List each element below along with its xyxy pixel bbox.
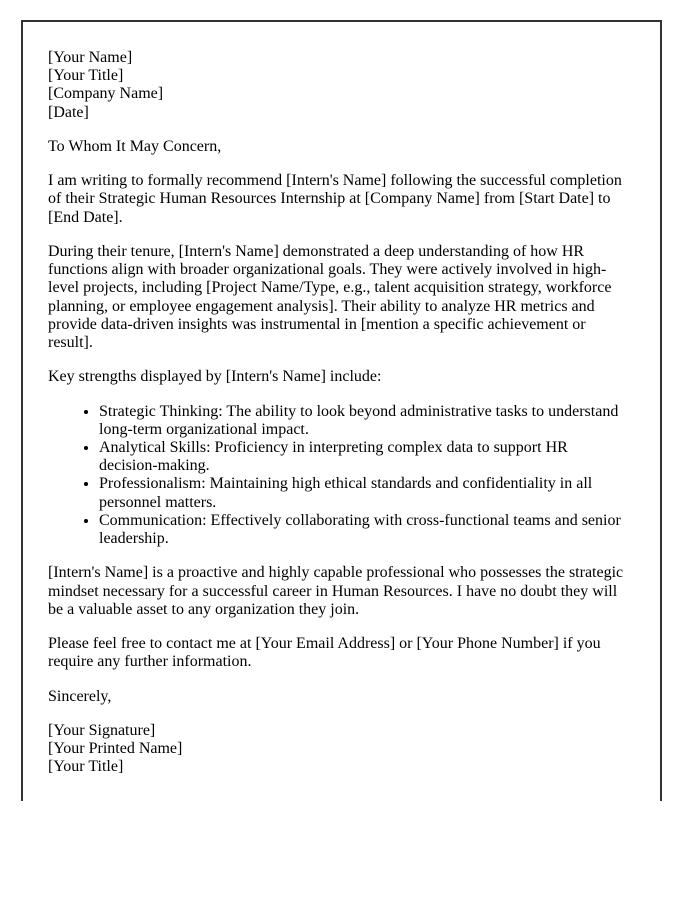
- strength-item-analytical-skills: • Analytical Skills: Proficiency in interpreting complex data to support HR decision-making.: [99, 439, 630, 475]
- sender-title: [Your Title]: [48, 67, 124, 85]
- strengths-intro: Key strengths displayed by [Intern's Name] include:: [48, 368, 382, 386]
- summary-paragraph: [Intern's Name] is a proactive and highly capable professional who possesses the strategic mindset necessary for a successful career in Human Resources. I have no doubt they will be a valuable asset to any organization they join.: [48, 564, 624, 618]
- contact-paragraph: Please feel free to contact me at [Your Email Address] or [Your Phone Number] if you require any further information.: [48, 635, 601, 671]
- printed-name-line: [Your Printed Name]: [48, 740, 183, 758]
- salutation: To Whom It May Concern,: [48, 137, 222, 155]
- strength-item-communication: • Communication: Effectively collaborating with cross-functional teams and senior leadership.: [99, 512, 630, 548]
- strength-item-professionalism: • Professionalism: Maintaining high ethical standards and confidentiality in all personnel matters.: [99, 475, 630, 511]
- strength-item-strategic-thinking: • Strategic Thinking: The ability to look beyond administrative tasks to understand long-term organizational impact.: [99, 403, 630, 439]
- closing: Sincerely,: [48, 687, 112, 705]
- sender-block: [48, 49, 630, 122]
- sender-name: [Your Name]: [48, 49, 133, 66]
- signature-line: [Your Signature]: [48, 721, 156, 739]
- tenure-paragraph: During their tenure, [Intern's Name] demonstrated a deep understanding of how HR functions align with broader organizational goals. They were actively involved in high-level projects, including [Project Name/Type, e.g., talent acquisition strategy, workforce planning, or employee engagement analysis]. Their ability to analyze HR metrics and provide data-driven insights was instrumental in [mention a specific achievement or result].: [48, 242, 612, 352]
- sender-company: [Company Name]: [48, 85, 164, 103]
- intro-paragraph: I am writing to formally recommend [Intern's Name] following the successful completion of their Strategic Human Resources Internship at [Company Name] from [Start Date] to [End Date].: [48, 172, 622, 226]
- letter-date: [Date]: [48, 103, 89, 121]
- letter-document: [21, 20, 662, 801]
- signer-title-line: [Your Title]: [48, 758, 124, 776]
- strengths-list: [48, 403, 630, 549]
- signature-block: [48, 722, 630, 777]
